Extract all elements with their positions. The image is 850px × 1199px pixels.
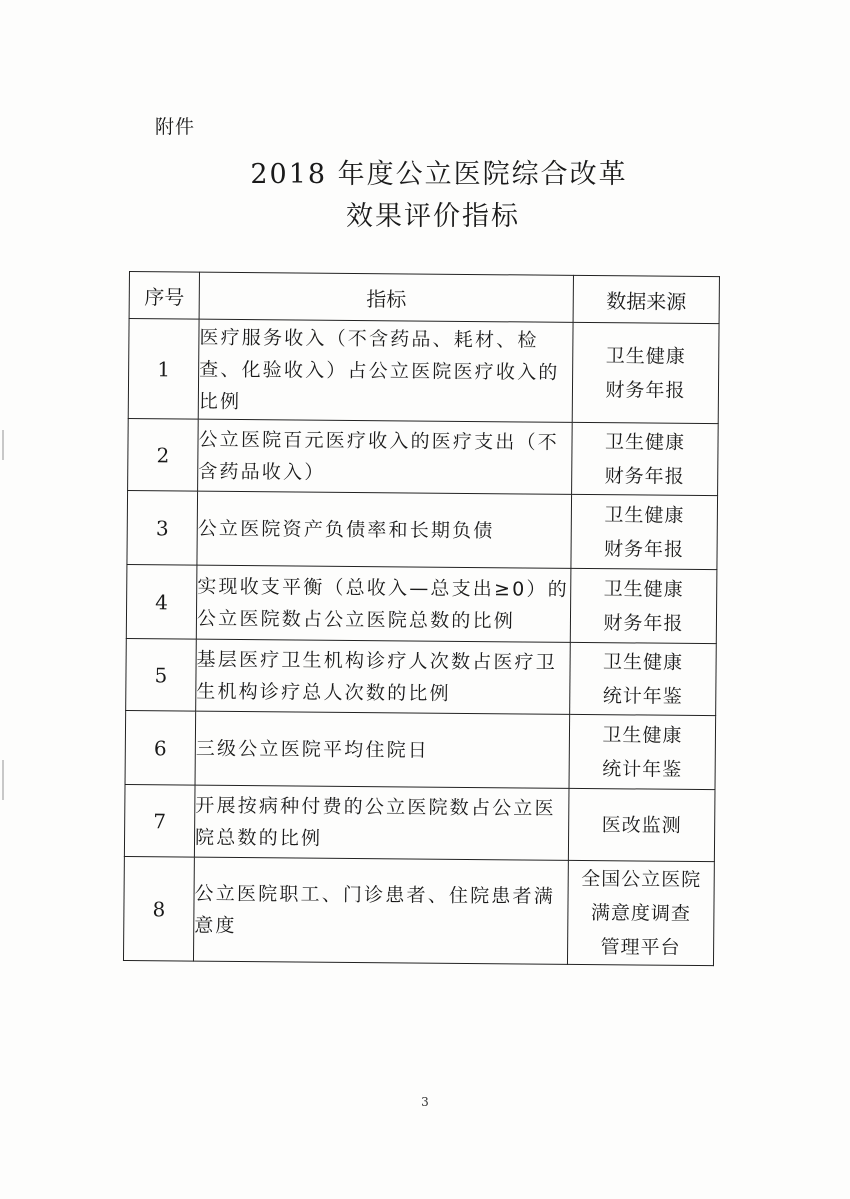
row-source — [571, 494, 718, 569]
table-row — [127, 490, 718, 569]
table-row — [128, 319, 719, 424]
document-title-line-2: 效果评价指标 — [346, 201, 520, 232]
row-source — [569, 714, 716, 789]
row-number: 1 — [128, 319, 199, 420]
table-row — [128, 418, 719, 495]
row-number: 5 — [126, 638, 197, 711]
source-line: 卫生健康 — [603, 577, 684, 601]
row-indicator: 开展按病种付费的公立医院数占公立医院总数的比例 — [194, 785, 569, 860]
table-row — [125, 710, 716, 789]
row-indicator: 公立医院职工、门诊患者、住院患者满意度 — [193, 857, 568, 964]
source-line: 满意度调查 — [590, 901, 692, 925]
source-line: 医改监测 — [601, 813, 682, 837]
indicator-table — [123, 271, 720, 966]
header-indicator: 指标 — [199, 272, 573, 322]
row-number: 2 — [128, 418, 199, 491]
source-line: 财务年报 — [603, 611, 684, 635]
page-number: 3 — [421, 1095, 429, 1109]
source-line: 全国公立医院 — [581, 867, 702, 891]
row-number: 4 — [126, 564, 197, 639]
document-title-line-1: 2018 年度公立医院综合改革 — [250, 159, 628, 190]
row-source — [570, 642, 717, 715]
row-indicator: 实现收支平衡（总收入—总支出≥0）的公立医院数占公立医院总数的比例 — [196, 565, 571, 642]
source-line: 财务年报 — [605, 378, 686, 402]
row-source — [567, 860, 714, 965]
scan-artifact — [2, 430, 4, 460]
source-line: 卫生健康 — [602, 723, 683, 747]
row-indicator: 公立医院资产负债率和长期负债 — [197, 491, 572, 568]
source-line: 统计年鉴 — [602, 684, 683, 708]
row-number: 6 — [125, 710, 196, 785]
source-line: 卫生健康 — [604, 503, 685, 527]
source-line: 卫生健康 — [605, 344, 686, 368]
scan-artifact — [2, 760, 4, 800]
row-number: 7 — [124, 784, 195, 857]
attachment-label: 附件 — [155, 116, 196, 138]
source-line: 财务年报 — [604, 464, 685, 488]
row-source — [572, 322, 719, 423]
source-line: 统计年鉴 — [602, 757, 683, 781]
table-row — [123, 856, 714, 965]
source-line: 财务年报 — [603, 537, 685, 561]
source-line: 卫生健康 — [602, 650, 684, 674]
row-indicator: 基层医疗卫生机构诊疗人次数占医疗卫生机构诊疗总人次数的比例 — [196, 639, 571, 714]
table-header-row — [129, 272, 719, 324]
row-source — [570, 568, 717, 643]
source-line: 卫生健康 — [604, 430, 686, 454]
table-row — [126, 564, 717, 643]
row-indicator: 三级公立医院平均住院日 — [195, 711, 570, 788]
table-row — [126, 638, 717, 715]
row-indicator: 公立医院百元医疗收入的医疗支出（不含药品收入） — [198, 419, 573, 494]
header-serial-number: 序号 — [129, 272, 199, 320]
row-source — [568, 788, 715, 861]
row-number: 3 — [127, 490, 198, 565]
row-source — [572, 422, 719, 495]
table-row — [124, 784, 715, 861]
header-data-source: 数据来源 — [573, 275, 719, 323]
row-indicator: 医疗服务收入（不含药品、耗材、检查、化验收入）占公立医院医疗收入的比例 — [198, 319, 573, 422]
source-line: 管理平台 — [600, 935, 681, 959]
row-number: 8 — [123, 856, 194, 961]
